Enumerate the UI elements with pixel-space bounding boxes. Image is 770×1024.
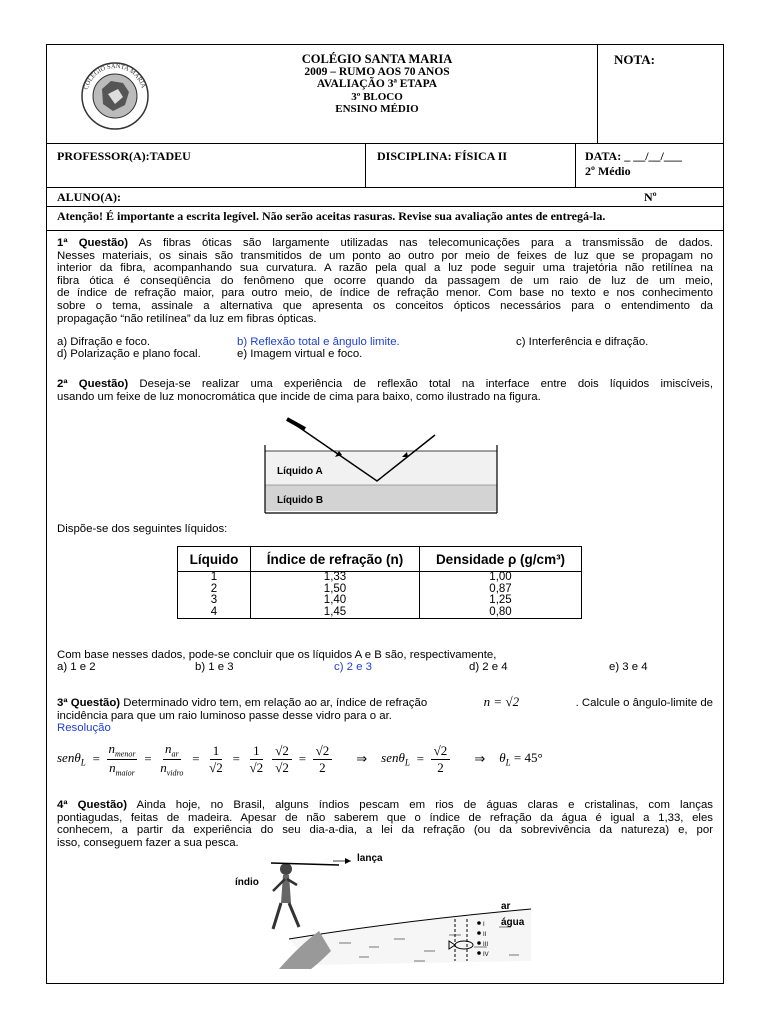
- question-text-line: 2ª Questão) Deseja-se realizar uma experiência de reflexão total na interface entre dois líquidos imiscíveis,: [57, 378, 713, 390]
- table-cell: 0,80: [420, 607, 582, 619]
- student-number-field[interactable]: Nº: [644, 190, 657, 204]
- disciplina-field: DISCIPLINA: FÍSICA II: [377, 149, 508, 163]
- question-text-line: incidência para que um raio luminoso passe desse vidro para o ar.: [57, 709, 392, 722]
- table-cell: 3: [178, 595, 251, 607]
- question-number: 1ª Questão): [57, 237, 129, 249]
- option-a[interactable]: a) Difração e foco.: [57, 336, 151, 348]
- divider: [47, 143, 723, 144]
- table-row: [178, 584, 582, 596]
- professor-field: PROFESSOR(A):TADEU: [57, 149, 191, 163]
- question-number: 4ª Questão): [57, 799, 128, 811]
- option-b[interactable]: b) Reflexão total e ângulo limite.: [237, 336, 400, 348]
- header-line: 2009 – RUMO AOS 70 ANOS: [304, 66, 450, 78]
- question-text-line: sobre o tema, assinale a alternativa que apresenta os conceitos ópticos necessários para o entendimento da: [57, 299, 713, 312]
- question-text-line: isso, conseguem fazer a sua pesca.: [57, 836, 239, 849]
- liquid-b-label: Líquido B: [277, 495, 324, 506]
- question-number: 3ª Questão): [57, 697, 121, 709]
- question-text-line: fibra ótica é conseqüência do fenômeno que ocorre quando da passagem de um raio de luz de um meio,: [57, 274, 713, 287]
- divider: [47, 230, 723, 231]
- table-cell: 0,87: [420, 584, 582, 596]
- divider: [575, 143, 576, 187]
- question-text-line: 1ª Questão) As fibras óticas são largamente utilizadas nas telecomunicações para a transmissão de dados.: [57, 237, 713, 249]
- date-field[interactable]: DATA: _ __/__/___: [585, 149, 682, 163]
- header-line: ENSINO MÉDIO: [335, 103, 419, 115]
- question-text-line: Com base nesses dados, pode-se concluir que os líquidos A e B são, respectivamente,: [57, 649, 497, 661]
- grade-label: 2º Médio: [585, 164, 631, 178]
- question-2: [57, 378, 713, 403]
- lanca-label: lança: [357, 853, 383, 864]
- question-text-line: usando um feixe de luz monocromática que incide de cima para baixo, como ilustrado na figura.: [57, 390, 541, 403]
- table-intro: Dispõe-se dos seguintes líquidos:: [57, 523, 228, 535]
- option-c[interactable]: c) Interferência e difração.: [516, 336, 649, 348]
- resolution-label: Resolução: [57, 722, 111, 735]
- option-c[interactable]: c) 2 e 3: [334, 661, 372, 673]
- divider: [47, 206, 723, 207]
- liquid-a-label: Líquido A: [277, 466, 323, 477]
- table-cell: 1,25: [420, 595, 582, 607]
- question-text-line: interior da fibra, acompanhando sua curvatura. A razão pela qual a luz pode seguir uma trajetória não retilínea na: [57, 262, 713, 275]
- question-4: [57, 799, 713, 849]
- question-text-line: propagação “não retilínea” da luz em fibras ópticas.: [57, 312, 317, 325]
- mark-label: II: [483, 932, 487, 938]
- divider: [365, 143, 366, 187]
- option-e[interactable]: e) 3 e 4: [609, 661, 648, 673]
- agua-label: água: [501, 917, 525, 928]
- school-header: [157, 52, 597, 116]
- question-text-line: 4ª Questão) Ainda hoje, no Brasil, alguns índios pescam em rios de águas claras e cristalinas, com lanças: [57, 799, 713, 811]
- question-text-line: 3ª Questão) Determinado vidro tem, em relação ao ar, índice de refração n = √2 . Calcule o ângulo-limite de: [57, 694, 713, 709]
- student-name-field[interactable]: ALUNO(A):: [57, 190, 121, 204]
- option-d[interactable]: d) 2 e 4: [469, 661, 508, 673]
- option-b[interactable]: b) 1 e 3: [195, 661, 234, 673]
- refraction-index-formula: n = √2: [483, 694, 520, 709]
- fishing-figure: [219, 851, 549, 973]
- option-e[interactable]: e) Imagem virtual e foco.: [237, 348, 363, 360]
- table-row: [178, 607, 582, 619]
- indio-label: índio: [235, 877, 259, 888]
- table-cell: 1,00: [420, 572, 582, 584]
- school-seal-logo: [75, 59, 155, 133]
- mark-label: IV: [483, 952, 489, 958]
- resolution-formula: senθ$_L$ = $n_{menor}$ $n_{maior}$ = $n_{ar}$ $n_{vidro}$ = $\frac{1}{√2}$ = $\frac{1}{√2}$ $\frac{√2}{√2}$ = $\frac{√2}{2}$ ⇒ senθ$_L$ = $\frac{√2}{2}$ ⇒ $\theta_L = 45^\circ$: [57, 740, 543, 778]
- school-name: COLÉGIO SANTA MARIA: [301, 52, 453, 66]
- table-row: [178, 595, 582, 607]
- mark-label: I: [483, 922, 485, 928]
- option-d[interactable]: d) Polarização e plano focal.: [57, 348, 201, 360]
- header-line: AVALIAÇÃO 3ª ETAPA: [316, 78, 438, 90]
- divider: [47, 187, 723, 188]
- mark-label: III: [483, 942, 489, 948]
- table-cell: 1,33: [251, 572, 420, 584]
- liquids-figure: [247, 417, 507, 519]
- header-line: 3º BLOCO: [351, 91, 403, 103]
- divider: [597, 45, 598, 143]
- table-cell: 1,50: [251, 584, 420, 596]
- table-cell: 1,45: [251, 607, 420, 619]
- question-number: 2ª Questão): [57, 378, 129, 390]
- table-cell: 4: [178, 607, 251, 619]
- logo-text: COLÉGIO SANTA MARIA: [82, 62, 147, 91]
- liquids-table: [177, 546, 582, 619]
- option-a[interactable]: a) 1 e 2: [57, 661, 96, 673]
- table-row: [178, 572, 582, 584]
- ar-label: ar: [501, 901, 511, 912]
- question-1: [57, 237, 713, 325]
- column-header: Densidade ρ (g/cm³): [420, 547, 582, 572]
- question-3: [57, 696, 713, 735]
- warning-notice: Atenção! É importante a escrita legível. Não serão aceitas rasuras. Revise sua avaliação antes de entregá-la.: [57, 209, 606, 223]
- nota-label: NOTA:: [614, 52, 655, 67]
- table-cell: 1: [178, 572, 251, 584]
- question-text-line: Nesses materiais, os sinais são transmitidos de um ponto ao outro por meio de feixes de luz que se propagam no: [57, 249, 713, 262]
- table-header-row: [178, 547, 582, 572]
- column-header: Líquido: [178, 547, 251, 572]
- question-text-line: de índice de refração maior, para outro meio, de índice de refração menor. Com base no texto e nos conhecimento: [57, 287, 713, 300]
- exam-sheet: [46, 44, 724, 984]
- table-cell: 2: [178, 584, 251, 596]
- question-text-line: pontiagudas, feitas de madeira. Apesar de não saberem que o índice de refração da água é igual a 1,33, eles: [57, 811, 713, 824]
- table-cell: 1,40: [251, 595, 420, 607]
- column-header: Índice de refração (n): [251, 547, 420, 572]
- question-text-line: conhecem, a partir da experiência do seu dia-a-dia, a lei da refração (ou da sobrevivência da natureza) e, por: [57, 824, 713, 837]
